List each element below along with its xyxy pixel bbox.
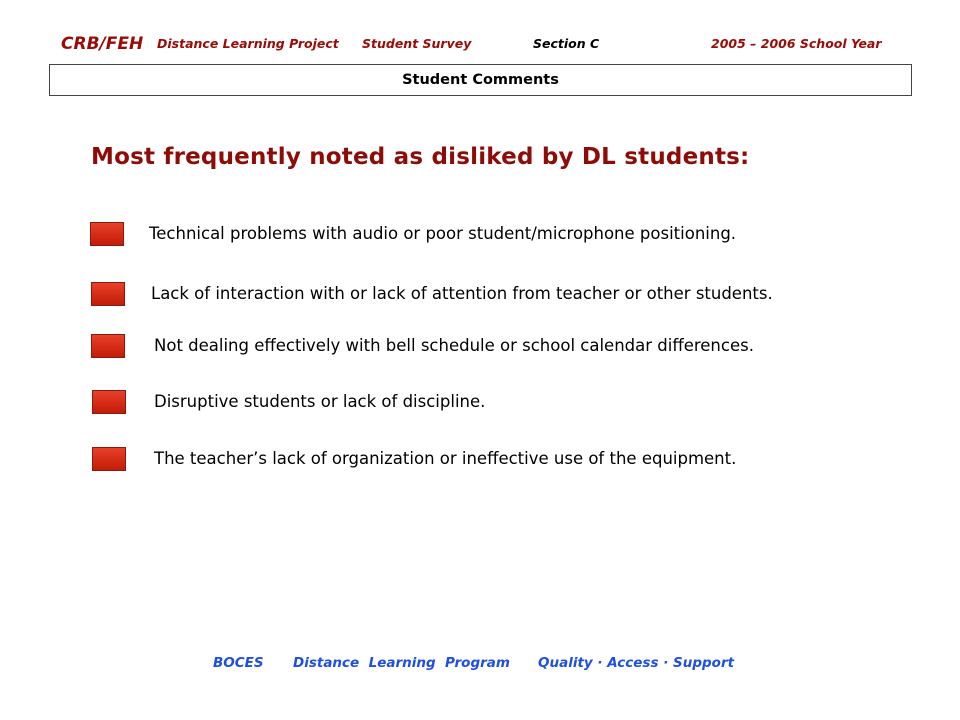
- slide-header: [0, 36, 960, 56]
- list-item: [0, 334, 960, 360]
- list-item: [0, 447, 960, 473]
- list-item-text: Disruptive students or lack of discipline.: [154, 392, 486, 411]
- list-item: [0, 390, 960, 416]
- square-bullet-icon: [90, 222, 124, 246]
- list-item-text: Technical problems with audio or poor student/microphone positioning.: [149, 224, 737, 243]
- square-bullet-icon: [92, 447, 126, 471]
- header-survey: Student Survey: [362, 36, 472, 51]
- list-item-text: The teacher’s lack of organization or ineffective use of the equipment.: [154, 449, 737, 468]
- footer-tagline: Quality · Access · Support: [538, 655, 735, 671]
- comments-title-box: [49, 64, 912, 96]
- square-bullet-icon: [91, 334, 125, 358]
- square-bullet-icon: [92, 390, 126, 414]
- slide-footer: [0, 655, 960, 675]
- header-section: Section C: [533, 36, 600, 51]
- list-item-text: Not dealing effectively with bell schedule or school calendar differences.: [154, 336, 754, 355]
- list-item: [0, 282, 960, 308]
- header-org: CRB/FEH: [61, 34, 144, 54]
- list-item-text: Lack of interaction with or lack of attention from teacher or other students.: [151, 284, 773, 303]
- list-item: [0, 222, 960, 248]
- main-title: Most frequently noted as disliked by DL students:: [91, 144, 750, 170]
- square-bullet-icon: [91, 282, 125, 306]
- header-year: 2005 – 2006 School Year: [711, 36, 882, 51]
- footer-program: Distance Learning Program: [293, 655, 510, 671]
- footer-org: BOCES: [213, 655, 264, 671]
- header-project: Distance Learning Project: [157, 36, 339, 51]
- comments-title: Student Comments: [402, 72, 559, 88]
